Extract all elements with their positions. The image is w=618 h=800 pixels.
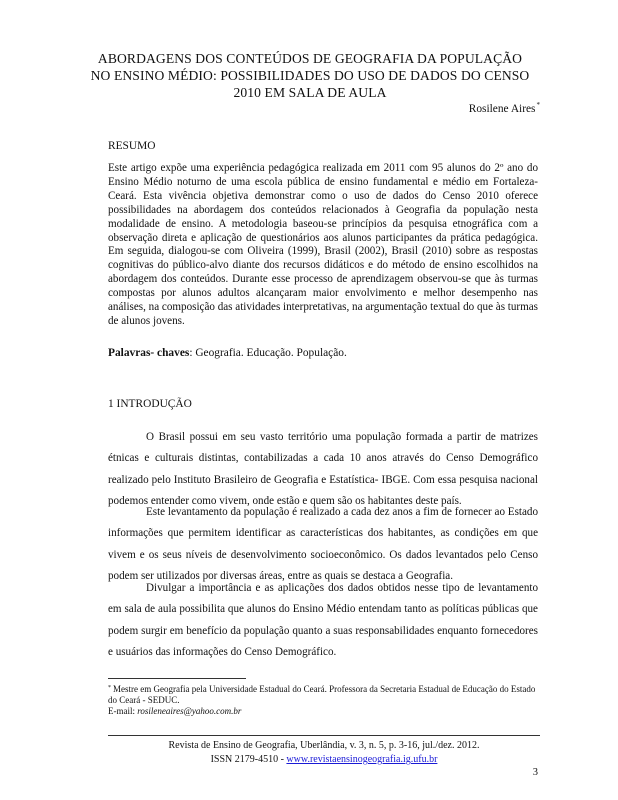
keywords bbox=[108, 347, 347, 359]
intro-paragraph-1: O Brasil possui em seu vasto território uma população formada a partir de matrizes étnicas e culturais distintas, contabilizadas a cada 10 anos através do Censo Demográfico realizado pelo Instituto Brasileiro de Geografia e Estatística- IBGE. Com essa pesquisa nacional podemos entender como vivem, onde estão e quem são os habitantes deste país. bbox=[108, 431, 538, 507]
journal-url-link[interactable]: www.revistaensinogeografia.ig.ufu.br bbox=[286, 754, 438, 765]
footnote-divider bbox=[108, 678, 246, 679]
footnote-mark: * bbox=[108, 685, 111, 691]
keywords-label: Palavras- chaves bbox=[108, 347, 190, 359]
author-footnote-mark[interactable]: * bbox=[536, 101, 540, 109]
journal-footer bbox=[108, 739, 540, 767]
footnote-text: Mestre em Geografia pela Universidade Estadual do Ceará. Professora da Secretaria Estadual de Educação do Estado do Ceará - SEDUC. bbox=[108, 684, 536, 706]
email-address[interactable]: rosileneaires@yahoo.com.br bbox=[137, 706, 242, 717]
issn-line bbox=[108, 753, 540, 767]
abstract-text: Este artigo expõe uma experiência pedagógica realizada em 2011 com 95 alunos do 2º ano do Ensino Médio noturno de uma escola pública de ensino fundamental e médio em Fortaleza-Ceará. Esta vivência objetiva demonstrar como o uso de dados do Censo 2010 oferece possibilidades na abordagem dos conteúdos relacionados à Geografia da população nesta modalidade de ensino. A metodologia baseou-se princípios da pesquisa etnográfica com a observação direta e aplicação de questionários aos alunos participantes da prática pedagógica. Em seguida, dialogou-se com Oliveira (1999), Brasil (2002), Brasil (2010) sobre as respostas cognitivas do público-alvo diante dos recursos didáticos e do método de ensino escolhidos na abordagem dos conteúdos. Durante esse processo de aprendizagem observou-se que às turmas compostas por alunos adultos alcançaram maior envolvimento e melhor desempenho nas análises, na composição das atividades interpretativas, na argumentação textual do que às turmas de alunos jovens. bbox=[108, 162, 538, 327]
page-number: 3 bbox=[532, 767, 538, 778]
intro-heading: 1 INTRODUÇÃO bbox=[108, 398, 192, 410]
intro-paragraph-3: Divulgar a importância e as aplicações dos dados obtidos nesse tipo de levantamento em sala de aula possibilita que alunos do Ensino Médio entendam tanto as políticas públicas que podem surgir em benefício da população quanto a suas responsabilidades enquanto fornecedores e usuários das informações do Censo Demográfico. bbox=[108, 582, 538, 658]
intro-paragraph-2: Este levantamento da população é realizado a cada dez anos a fim de fornecer ao Estado informações que permitem identificar as características dos habitantes, as condições em que vivem e os seus níveis de desenvolvimento socioeconômico. Os dados levantados pelo Censo podem ser utilizados por diversas áreas, entre as quais se destaca a Geografia. bbox=[108, 506, 538, 582]
footer-divider bbox=[108, 735, 540, 736]
author-name: Rosilene Aires* bbox=[468, 101, 540, 115]
issn-text: ISSN 2179-4510 - bbox=[210, 754, 287, 765]
email-label: E-mail: bbox=[108, 706, 138, 717]
paper-title: ABORDAGENS DOS CONTEÚDOS DE GEOGRAFIA DA POPULAÇÃO NO ENSINO MÉDIO: POSSIBILIDADES DO USO DE DADOS DO CENSO 2010 EM SALA DE AULA bbox=[90, 51, 530, 100]
keywords-value: : Geografia. Educação. População. bbox=[189, 347, 347, 359]
footnote bbox=[108, 683, 540, 718]
abstract-heading: RESUMO bbox=[108, 140, 156, 152]
journal-citation: Revista de Ensino de Geografia, Uberlândia, v. 3, n. 5, p. 3-16, jul./dez. 2012. bbox=[168, 740, 480, 751]
